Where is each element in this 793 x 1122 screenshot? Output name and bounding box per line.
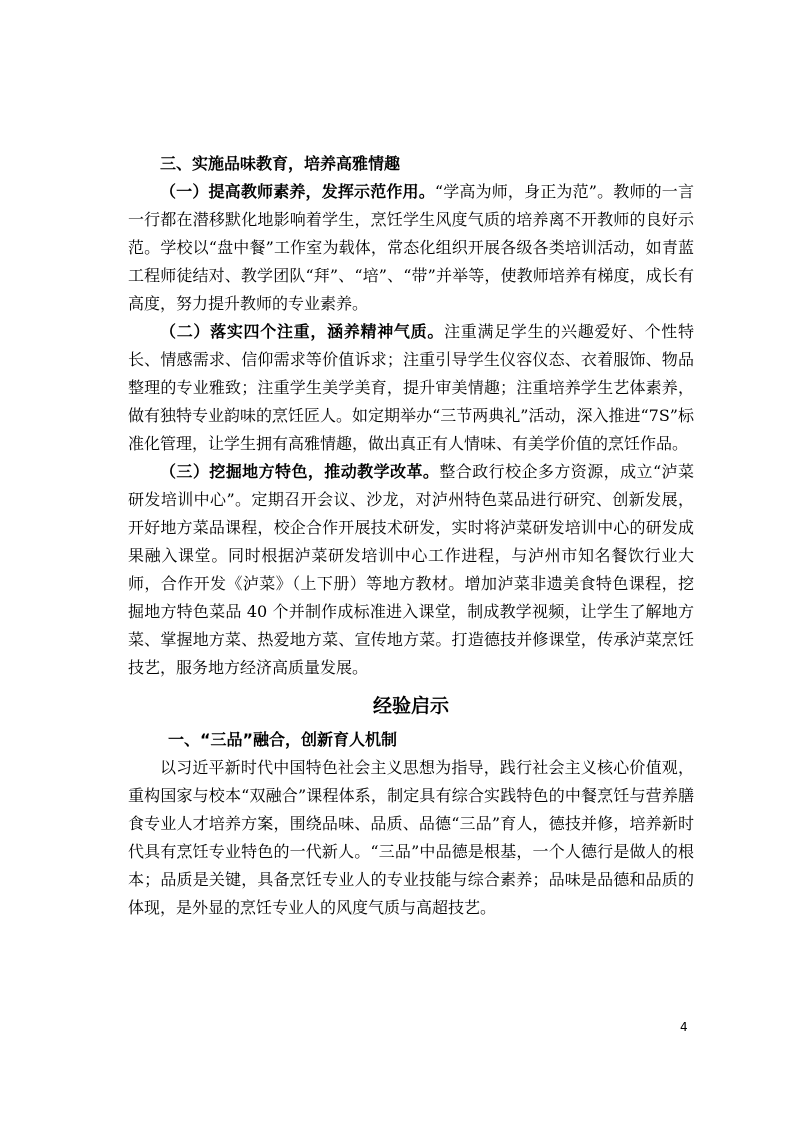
paragraph-lead: （一）提高教师素养，发挥示范作用。 — [160, 182, 435, 201]
page-number: 4 — [680, 1020, 688, 1034]
paragraph-body: “学高为师，身正为范”。教师的一言一行都在潜移默化地影响着学生，烹饪学生风度气质的培养离不开教师的良好示范。学校以“盘中餐”工作室为载体，常态化组织开展各级各类培训活动，如青蓝工程师徒结对、教学团队“拜”、“培”、“带”并举等，使教师培养有梯度，成长有高度，努力提升教师的专业素养。 — [128, 182, 694, 313]
paragraph-teacher-quality — [128, 178, 694, 318]
paragraph-four-focuses — [128, 318, 694, 458]
paragraph-body: 整合政行校企多方资源，成立“泸菜研发培训中心”。定期召开会议、沙龙，对泸州特色菜品进行研究、创新发展，开好地方菜品课程，校企合作开展技术研发，实时将泸菜研发培训中心的研发成果融入课堂。同时根据泸菜研发培训中心工作进程，与泸州市知名餐饮行业大师，合作开发《泸菜》（上下册）等地方教材。增加泸菜非遗美食特色课程，挖掘地方特色菜品 40 个并制作成标准进入课堂，制成教学视频，让学生了解地方菜、掌握地方菜、热爱地方菜、宣传地方菜。打造德技并修课堂，传承泸菜烹饪技艺，服务地方经济高质量发展。 — [128, 462, 694, 677]
page-content — [128, 150, 694, 922]
paragraph-lead: （二）落实四个注重，涵养精神气质。 — [160, 322, 445, 341]
paragraph-body: 注重满足学生的兴趣爱好、个性特长、情感需求、信仰需求等价值诉求；注重引导学生仪容仪态、衣着服饰、物品整理的专业雅致；注重学生美学美育，提升审美情趣；注重培养学生艺体素养，做有独特专业韵味的烹饪匠人。如定期举办“三节两典礼”活动，深入推进“7S”标准化管理，让学生拥有高雅情趣，做出真正有人情味、有美学价值的烹饪作品。 — [128, 322, 694, 453]
paragraph-lead: （三）挖掘地方特色，推动教学改革。 — [160, 462, 440, 481]
experience-title: 经验启示 — [372, 695, 449, 717]
experience-paragraph: 以习近平新时代中国特色社会主义思想为指导，践行社会主义核心价值观，重构国家与校本“双融合”课程体系，制定具有综合实践特色的中餐烹饪与营养膳食专业人才培养方案，围绕品味、品质、品德“三品”育人，德技并修，培养新时代具有烹饪专业特色的一代新人。“三品”中品德是根基，一个人德行是做人的根本；品质是关键，具备烹饪专业人的专业技能与综合素养；品味是品德和品质的体现，是外显的烹饪专业人的风度气质与高超技艺。 — [128, 758, 694, 917]
section-heading: 三、实施品味教育，培养高雅情趣 — [160, 154, 401, 173]
experience-subheading: 一、“三品”融合，创新育人机制 — [168, 730, 398, 749]
paragraph-local-features — [128, 458, 694, 682]
